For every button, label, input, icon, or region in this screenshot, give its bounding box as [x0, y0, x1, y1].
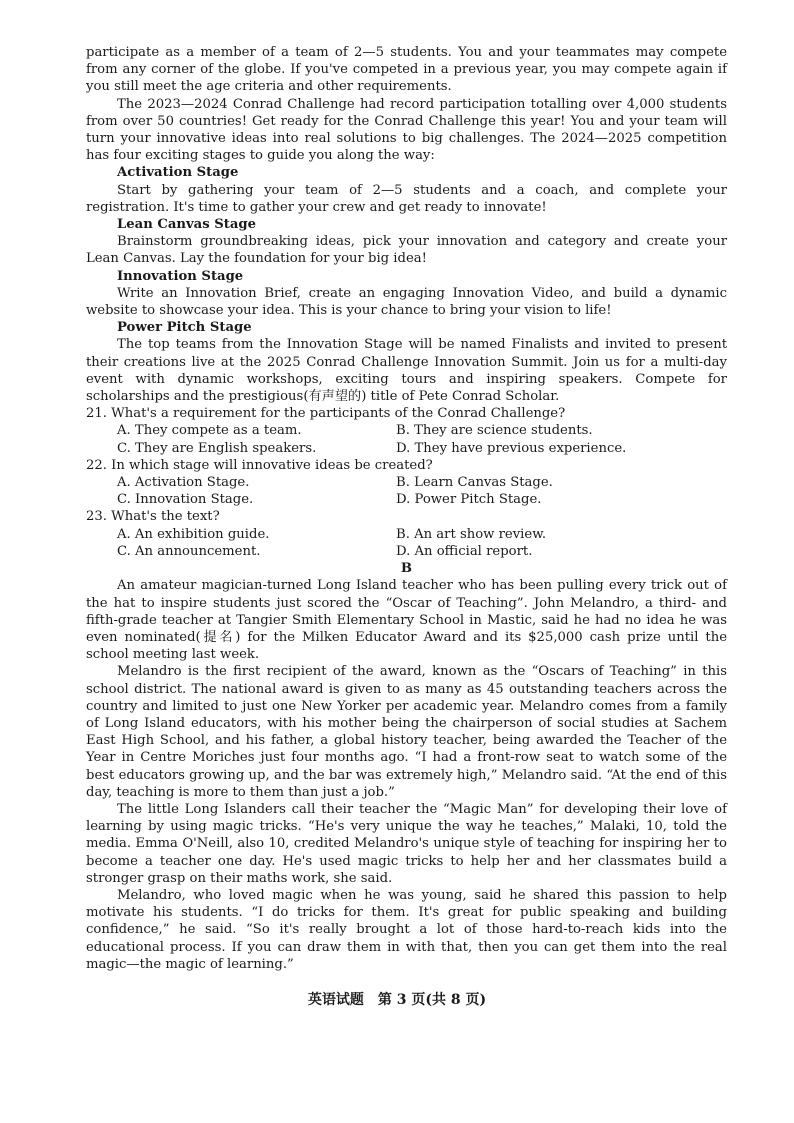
question-21	[86, 405, 727, 457]
stage-heading-innovation: Innovation Stage	[117, 268, 244, 284]
passage-b-paragraph-4: Melandro, who loved magic when he was young, said he shared this passion to help motivate his students. “I do tricks for them. It's great for public speaking and building confidence,” he said. “So it's really brought a lot of those hard-to-reach kids into the educational process. If you can draw them in with that, then you can get them into the real magic—the magic of learning.”	[86, 887, 727, 972]
stage-text-power-pitch: The top teams from the Innovation Stage will be named Finalists and invited to present their creations live at the 2025 Conrad Challenge Innovation Summit. Join us for a multi-day event with dynamic workshops, exciting tours and inspiring speakers. Compete for scholarships and the prestigious(有声望的) title of Pete Conrad Scholar.	[86, 337, 727, 405]
page-footer: 英语试题 第 3 页(共 8 页)	[307, 992, 487, 1008]
stage-heading-activation: Activation Stage	[117, 165, 239, 181]
option-c: C. Innovation Stage.	[117, 492, 254, 508]
option-d: D. They have previous experience.	[396, 440, 627, 456]
passage-b-paragraph-1: An amateur magician-turned Long Island teacher who has been pulling every trick out of the hat to inspire students just scored the “Oscar of Teaching”. John Melandro, a third- and fifth-grade teacher at Tangier Smith Elementary School in Mastic, said he had no idea he was even nominated(提名) for the Milken Educator Award and its $25,000 cash prize until the school meeting last week.	[86, 578, 727, 663]
option-d: D. An official report.	[396, 543, 533, 559]
option-a: A. An exhibition guide.	[117, 526, 270, 542]
option-a: A. They compete as a team.	[117, 423, 302, 439]
option-b: B. An art show review.	[396, 526, 547, 542]
option-b: B. They are science students.	[396, 423, 593, 439]
stage-heading-lean-canvas: Lean Canvas Stage	[117, 217, 257, 233]
question-stem: 21. What's a requirement for the participants of the Conrad Challenge?	[86, 406, 566, 422]
stage-text-innovation: Write an Innovation Brief, create an engaging Innovation Video, and build a dynamic website to showcase your idea. This is your chance to bring your vision to life!	[86, 285, 727, 319]
question-22	[86, 457, 727, 509]
intro-paragraph-1: participate as a member of a team of 2—5 students. You and your teammates may compete from any corner of the globe. If you've competed in a previous year, you may compete again if you still meet the age criteria and other requirements.	[86, 45, 727, 95]
stage-heading-power-pitch: Power Pitch Stage	[117, 320, 252, 336]
option-c: C. An announcement.	[117, 543, 261, 559]
section-b-heading: B	[400, 561, 413, 577]
intro-paragraph-2: The 2023—2024 Conrad Challenge had record participation totalling over 4,000 students from over 50 countries! Get ready for the Conrad Challenge this year! You and your team will turn your innovative ideas into real solutions to big challenges. The 2024—2025 competition has four exciting stages to guide you along the way:	[86, 96, 727, 164]
option-d: D. Power Pitch Stage.	[396, 492, 542, 508]
passage-b-paragraph-3: The little Long Islanders call their teacher the “Magic Man” for developing their love of learning by using magic tricks. “He's very unique the way he teaches,” Malaki, 10, told the media. Emma O'Neill, also 10, credited Melandro's unique style of teaching for inspiring her to become a teacher one day. He's used magic tricks to help her and her classmates build a stronger grasp on their maths work, she said.	[86, 801, 727, 886]
stage-text-activation: Start by gathering your team of 2—5 students and a coach, and complete your registration. It's time to gather your crew and get ready to innovate!	[86, 182, 727, 215]
passage-b-paragraph-2: Melandro is the first recipient of the award, known as the “Oscars of Teaching” in this school district. The national award is given to as many as 45 outstanding teachers across the country and limited to just one New Yorker per academic year. Melandro comes from a family of Long Island educators, with his mother being the chairperson of social studies at Sachem East High School, and his father, a global history teacher, being awarded the Teacher of the Year in Centre Moriches just four months ago. “I had a front-row seat to watch some of the best educators growing up, and the bar was extremely high,” Melandro said. “At the end of this day, teaching is more to them than just a job.”	[86, 664, 727, 800]
exam-page	[86, 44, 727, 973]
option-a: A. Activation Stage.	[117, 475, 250, 491]
option-c: C. They are English speakers.	[117, 440, 317, 456]
stage-text-lean-canvas: Brainstorm groundbreaking ideas, pick your innovation and category and create your Lean Canvas. Lay the foundation for your big idea!	[86, 234, 727, 267]
question-23	[86, 508, 727, 560]
question-stem: 22. In which stage will innovative ideas be created?	[86, 457, 433, 473]
question-stem: 23. What's the text?	[86, 509, 220, 525]
option-b: B. Learn Canvas Stage.	[396, 475, 553, 491]
